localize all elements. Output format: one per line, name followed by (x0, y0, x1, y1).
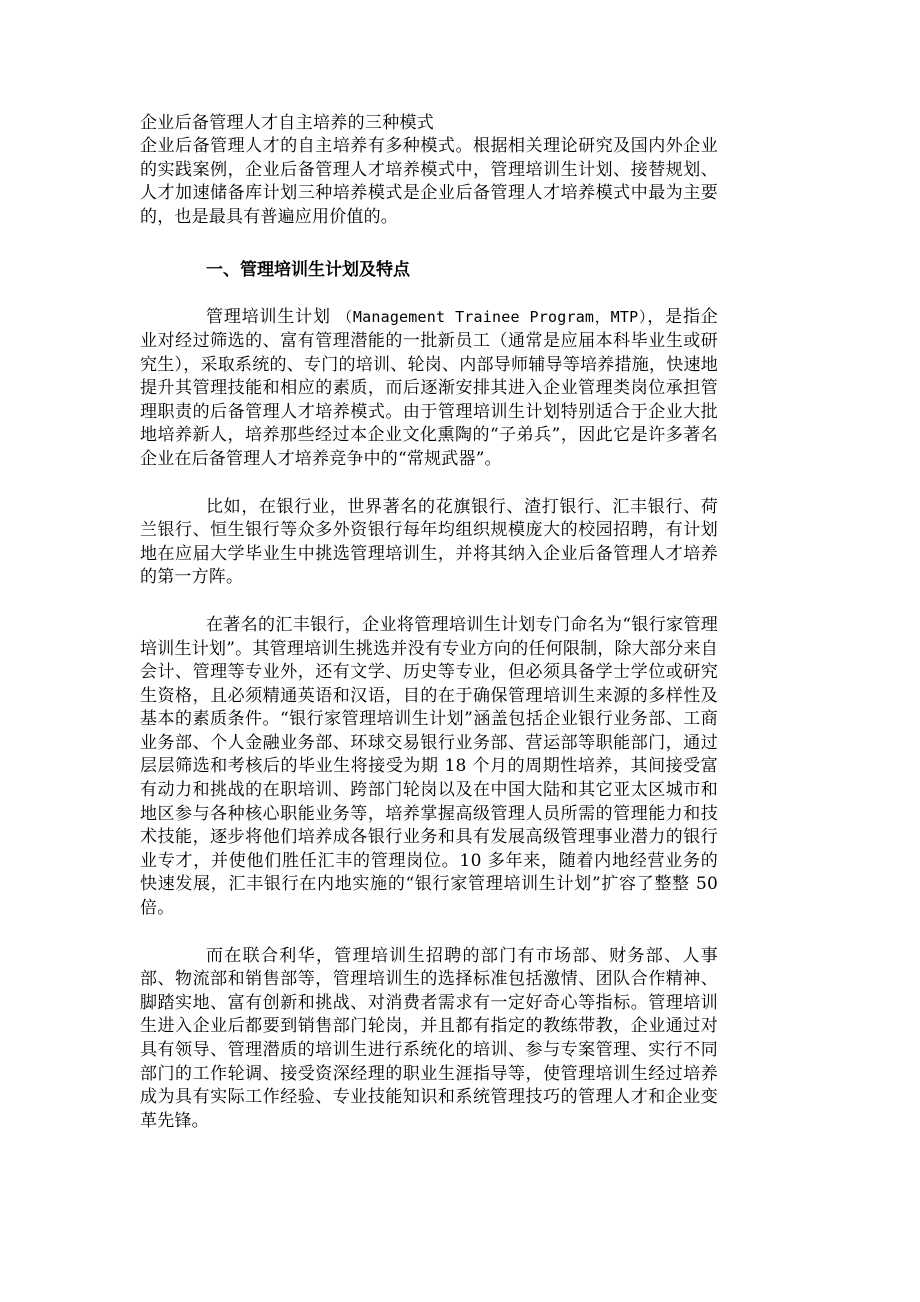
paragraph-mtp-rest: ，是指企业对经过筛选的、富有管理潜能的一批新员工（通常是应届本科毕业生或研究生），采取系统的、专门的培训、轮岗、内部导师辅导等培养措施，快速地提升其管理技能和相应的素质，而后逐渐安排其进入企业管理类岗位承担管理职责的后备管理人才培养模式。由于管理培训生计划特别适合于企业大批地培养新人，培养那些经过本企业文化熏陶的“子弟兵”，因此它是许多著名企业在后备管理人才培养竞争中的“常规武器”。 (140, 307, 718, 469)
document-page (140, 112, 718, 1133)
document-title: 企业后备管理人才自主培养的三种模式 (140, 113, 435, 133)
paragraph-unilever-example: 而在联合利华，管理培训生招聘的部门有市场部、财务部、人事部、物流部和销售部等，管理培训生的选择标准包括激情、团队合作精神、脚踏实地、富有创新和挑战、对消费者需求有一定好奇心等指标。管理培训生进入企业后都要到销售部门轮岗，并且都有指定的教练带教，企业通过对具有领导、管理潜质的培训生进行系统化的培训、参与专案管理、实行不同部门的工作轮调、接受资深经理的职业生涯指导等，使管理培训生经过培养成为具有实际工作经验、专业技能知识和系统管理技巧的管理人才和企业变革先锋。 (140, 945, 718, 1131)
intro-paragraph: 企业后备管理人才的自主培养有多种模式。根据相关理论研究及国内外企业的实践案例，企业后备管理人才培养模式中，管理培训生计划、接替规划、人才加速储备库计划三种培养模式是企业后备管理人才培养模式中最为主要的，也是最具有普遍应用价值的。 (140, 136, 718, 227)
paragraph-gap (140, 472, 718, 496)
section-heading: 一、管理培训生计划及特点 (206, 260, 410, 281)
paragraph-gap (140, 590, 718, 614)
paragraph-banking-example: 比如，在银行业，世界著名的花旗银行、渣打银行、汇丰银行、荷兰银行、恒生银行等众多外资银行每年均组织规模庞大的校园招聘，有计划地在应届大学毕业生中挑选管理培训生，并将其纳入企业后备管理人才培养的第一方阵。 (140, 496, 718, 588)
paragraph-mtp-definition (140, 306, 718, 471)
paragraph-mtp-english: （Management Trainee Program，MTP） (337, 308, 648, 327)
paragraph-gap (140, 921, 718, 945)
paragraph-hsbc-example: 在著名的汇丰银行，企业将管理培训生计划专门命名为“银行家管理培训生计划”。其管理培训生挑选并没有专业方向的任何限制，除大部分来自会计、管理等专业外，还有文学、历史等专业，但必须具备学士学位或研究生资格，且必须精通英语和汉语，目的在于确保管理培训生来源的多样性及基本的素质条件。“银行家管理培训生计划”涵盖包括企业银行业务部、工商业务部、个人金融业务部、环球交易银行业务部、营运部等职能部门，通过层层筛选和考核后的毕业生将接受为期 18 个月的周期性培养，其间接受富有动力和挑战的在职培训、跨部门轮岗以及在中国大陆和其它亚太区城市和地区参与各种核心职能业务等，培养掌握高级管理人员所需的管理能力和技术技能，逐步将他们培养成各银行业务和具有发展高级管理事业潜力的银行业专才，并使他们胜任汇丰的管理岗位。10 多年来，随着内地经营业务的快速发展，汇丰银行在内地实施的“银行家管理培训生计划”扩容了整整 50 倍。 (140, 614, 718, 919)
paragraph-mtp-prefix: 管理培训生计划 (206, 307, 338, 328)
